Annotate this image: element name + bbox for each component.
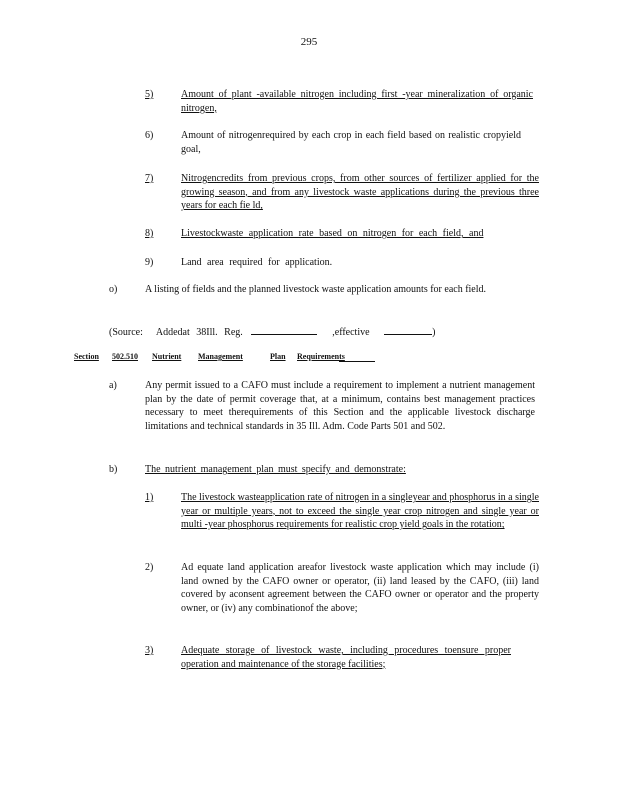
item-label: b) bbox=[109, 464, 118, 475]
item-text: Nitrogencredits from previous crops, from other sources of fertilizer applied for the growing season, and from any livestock waste applications during the previous three years for each fie ld, bbox=[181, 173, 539, 212]
reg-blank bbox=[251, 324, 317, 335]
item-text: Amount of plant -available nitrogen including first -year mineralization of organic nitrogen, bbox=[181, 89, 533, 114]
item-label: 3) bbox=[145, 645, 154, 656]
item-label: 8) bbox=[145, 228, 154, 239]
item-text: Adequate storage of livestock waste, including procedures toensure proper operation and maintenance of the storage facilities; bbox=[181, 645, 511, 670]
heading-rule bbox=[339, 352, 375, 362]
section-title-3: Plan bbox=[270, 352, 286, 361]
item-label: 1) bbox=[145, 492, 154, 503]
section-title-4: Requirements bbox=[297, 352, 345, 361]
item-text: Livestockwaste application rate based on nitrogen for each field, and bbox=[181, 228, 484, 239]
item-text: Ad equate land application areafor livestock waste application which may include (i) land owned by the CAFO owner or operator, (ii) land leased by the CAFO, (iii) land covered by aconsent agreement between the CAFO owner or operator and the property owner, or (iv) any combinationof the above; bbox=[181, 562, 539, 614]
item-label: 6) bbox=[145, 130, 154, 141]
page-number: 295 bbox=[300, 36, 318, 48]
item-label: 9) bbox=[145, 257, 154, 268]
item-label: 2) bbox=[145, 562, 154, 573]
item-text: Amount of nitrogenrequired by each crop in each field based on realistic cropyield goal, bbox=[181, 130, 521, 155]
item-text: A listing of fields and the planned livestock waste application amounts for each field. bbox=[145, 284, 487, 295]
section-number: 502.510 bbox=[112, 352, 138, 361]
source-prefix: (Source: bbox=[109, 327, 143, 338]
section-title-1: Nutrient bbox=[152, 352, 182, 361]
item-label: a) bbox=[109, 380, 117, 391]
item-label: 7) bbox=[145, 173, 154, 184]
item-text: Any permit issued to a CAFO must include a requirement to implement a nutrient management plan by the date of permit coverage that, at a minimum, contains best management practices necessary to meet therequirements of this Section and the applicable livestock discharge limitations and technical standards in 35 Ill. Adm. Code Parts 501 and 502. bbox=[145, 380, 535, 432]
item-text: The nutrient management plan must specify and demonstrate: bbox=[145, 464, 406, 475]
source-note bbox=[109, 324, 489, 340]
effective-blank bbox=[384, 324, 432, 335]
item-label: 5) bbox=[145, 89, 154, 100]
section-title-2: Management bbox=[198, 352, 243, 361]
source-close: ) bbox=[432, 327, 436, 338]
item-text: Land area required for application. bbox=[181, 257, 333, 268]
source-text: Addedat 38Ill. Reg. bbox=[155, 327, 243, 338]
section-word: Section bbox=[74, 352, 99, 361]
item-text: The livestock wasteapplication rate of nitrogen in a singleyear and phosphorus in a single year or multiple years, not to exceed the single year crop nitrogen and single year or multi -year phosphorus requirements for realistic crop yield goals in the rotation; bbox=[181, 492, 539, 531]
item-label: o) bbox=[109, 284, 118, 295]
source-effective: ,effective bbox=[332, 327, 370, 338]
